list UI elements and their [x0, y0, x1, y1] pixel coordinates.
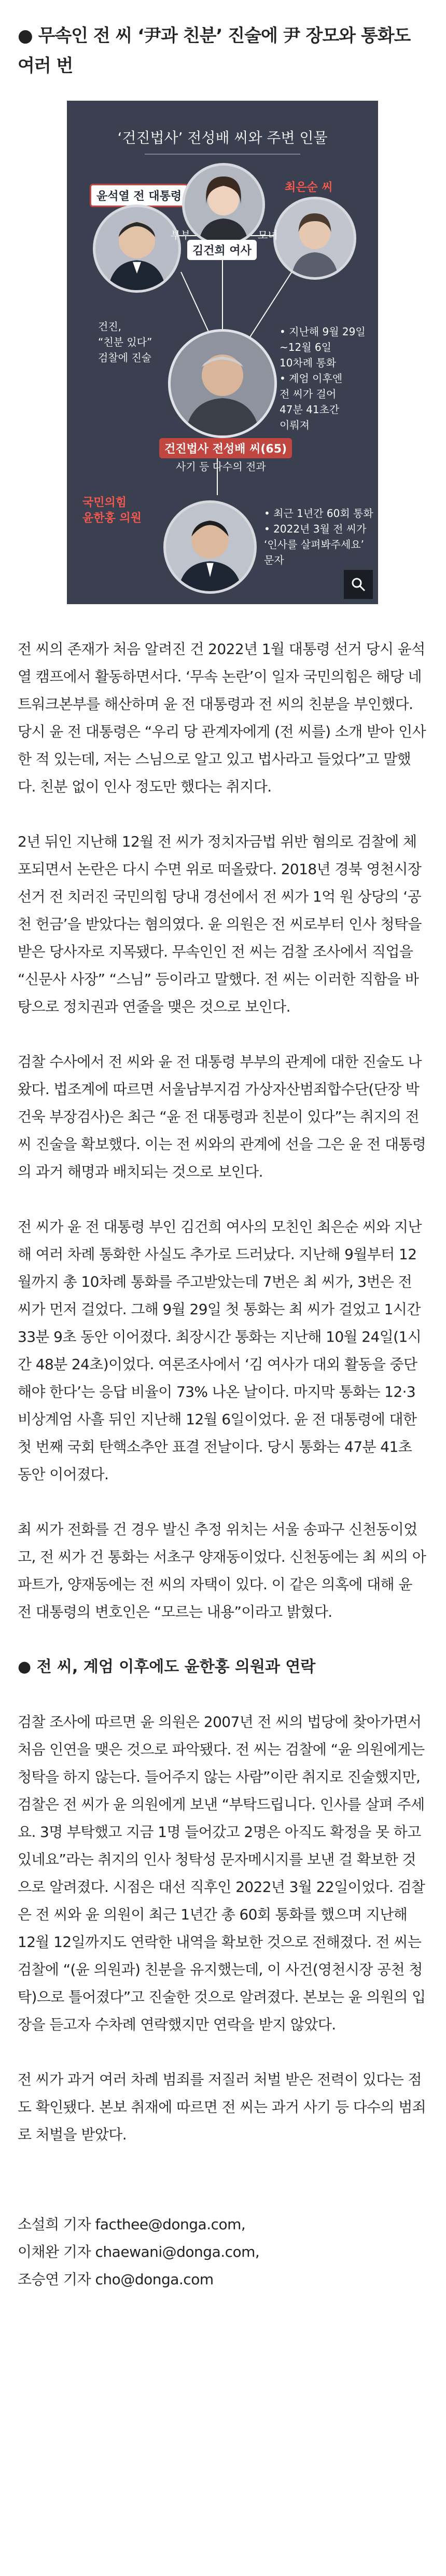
note-right-line: • 지난해 9월 29일	[280, 325, 366, 338]
note-bottom	[264, 506, 373, 568]
note-right-line: 이뤄져	[280, 419, 310, 431]
infographic[interactable]	[67, 101, 378, 604]
note-bottom-line: • 2022년 3월 전 씨가	[264, 523, 367, 535]
jeon-label: 건진법사 전성배 씨(65)	[159, 438, 292, 458]
article-paragraph: 검찰 수사에서 전 씨와 윤 전 대통령 부부의 관계에 대한 진술도 나왔다. 법조계에 따르면 서울남부지검 가상자산범죄합수단(단장 박건욱 부장검사)은 최근 “윤 전 대통령과 친분이 있다”는 취지의 전 씨 진술을 확보했다. 이는 전 씨와의 관계에 선을 그은 윤 전 대통령의 과거 해명과 배치되는 것으로 보인다.	[18, 1053, 426, 1180]
note-right-line: ~12월 6일	[280, 341, 331, 353]
title-underline	[145, 154, 300, 155]
note-right-line: 10차례 통화	[280, 357, 337, 369]
note-right-line: 전 씨가 걸어	[280, 388, 337, 400]
byline-line: 조승연 기자 cho@donga.com	[18, 2271, 214, 2288]
rel-couple-label: 부부	[171, 229, 191, 241]
kim-label: 김건희 여사	[187, 240, 257, 260]
byline-line: 이채완 기자 chaewani@donga.com,	[18, 2243, 260, 2260]
yun-label	[82, 495, 142, 526]
article-paragraph: 전 씨가 과거 여러 차례 범죄를 저질러 처벌 받은 전력이 있다는 점도 확인됐다. 본보 취재에 따르면 전 씨는 과거 사기 등 다수의 범죄로 처벌을 받았다.	[18, 2071, 426, 2143]
note-left-line: 건진,	[98, 320, 121, 333]
article-headline: ● 무속인 전 씨 ‘尹과 친분’ 진술에 尹 장모와 통화도 여러 번	[18, 25, 411, 76]
kim-portrait	[182, 163, 265, 246]
yun-label-line: 국민의힘	[82, 496, 127, 509]
article-paragraph: 전 씨가 윤 전 대통령 부인 김건희 여사의 모친인 최은순 씨와 지난해 여러 차례 통화한 사실도 추가로 드러났다. 지난해 9월부터 12월까지 총 10차례 통화를 주고받았는데 7번은 최 씨가, 3번은 전 씨가 먼저 걸었다. 그해 9월 29일 첫 통화는 최 씨가 걸었고 1시간 33분 9초 동안 이어졌다. 최장시간 통화는 지난해 10월 24일(1시간 48분 24초)이었다. 여론조사에서 ‘김 여사가 대외 활동을 중단해야 한다’는 응답 비율이 73% 나온 날이다. 마지막 통화는 12·3 비상계엄 사흘 뒤인 지난해 12월 6일이었다. 윤 전 대통령에 대한 첫 번째 국회 탄핵소추안 표결 전날이다. 당시 통화는 47분 41초 동안 이어졌다.	[18, 1218, 422, 1483]
article-paragraph: 검찰 조사에 따르면 윤 의원은 2007년 전 씨의 법당에 찾아가면서 처음 인연을 맺은 것으로 파악됐다. 전 씨는 검찰에 “윤 의원에게는 청탁을 하지 않는다. 들어주지 않는 사람”이란 취지로 진술했지만, 검찰은 전 씨가 윤 의원에게 보낸 “부탁드립니다. 인사를 살펴 주세요. 3명 부탁했고 지금 1명 들어갔고 2명은 아직도 확정을 못 하고 있네요”라는 취지의 인사 청탁성 문자메시지를 보낸 걸 확보한 것으로 알려졌다. 시점은 대선 직후인 2022년 3월 22일이었다. 검찰은 전 씨와 윤 의원이 최근 1년간 총 60회 통화를 했으며 지난해 12월 12일까지도 연락한 내역을 확보한 것으로 전해졌다. 전 씨는 검찰에 “(윤 의원과) 친분을 유지했는데, 이 사건(영천시장 공천 청탁)으로 틀어졌다”고 진술한 것으로 알려졌다. 본보는 윤 의원의 입장을 듣고자 수차례 연락했지만 연락을 받지 않았다.	[18, 1713, 426, 2033]
section-subhead: ● 전 씨, 계엄 이후에도 윤한홍 의원과 연락	[18, 1658, 316, 1676]
magnifier-icon[interactable]	[344, 570, 373, 599]
infographic-title: ‘건진법사’ 전성배 씨와 주변 인물	[117, 129, 328, 146]
note-right-line: 47분 41초간	[280, 403, 340, 416]
note-bottom-line: ‘인사를 살펴봐주세요’	[264, 538, 364, 551]
note-bottom-line: • 최근 1년간 60회 통화	[264, 507, 373, 520]
choi-label: 최은순 씨	[285, 181, 333, 194]
yun-label-line: 윤한홍 의원	[82, 512, 142, 525]
jeon-sub: 사기 등 다수의 전과	[176, 460, 266, 473]
article-paragraph: 최 씨가 전화를 건 경우 발신 추정 위치는 서울 송파구 신천동이었고, 전 씨가 건 통화는 서초구 양재동이었다. 신천동에는 최 씨의 아파트가, 양재동에는 전 씨의 자택이 있다. 이 같은 의혹에 대해 윤 전 대통령의 변호인은 “모르는 내용”이라고 밝혔다.	[18, 1521, 426, 1620]
note-right-line: • 계엄 이후엔	[280, 372, 343, 385]
choi-portrait	[273, 197, 356, 280]
note-left-line: “친분 있다”	[98, 336, 152, 348]
article-paragraph: 2년 뒤인 지난해 12월 전 씨가 정치자금법 위반 혐의로 검찰에 체포되면서 논란은 다시 수면 위로 떠올랐다. 2018년 경북 영천시장 선거 전 치러진 국민의힘 당내 경선에서 전 씨가 1억 원 상당의 ‘공천 헌금’을 받았다는 혐의였다. 윤 의원은 전 씨로부터 인사 청탁을 받은 당사자로 지목됐다. 무속인인 전 씨는 검찰 조사에서 직업을 “신문사 사장” “스님” 등이라고 말했다. 전 씨는 이러한 직함을 바탕으로 정치권과 연줄을 맺은 것으로 보인다.	[18, 833, 422, 1015]
note-right	[280, 324, 366, 433]
byline	[18, 2211, 428, 2293]
article-paragraph: 전 씨의 존재가 처음 알려진 건 2022년 1월 대통령 선거 당시 윤석열 캠프에서 활동하면서다. ‘무속 논란’이 일자 국민의힘은 해당 네트워크본부를 해산하며 윤 전 대통령과 전 씨의 친분을 부인했다. 당시 윤 전 대통령은 “우리 당 관계자에게 (전 씨를) 소개 받아 인사한 적 있는데, 저는 스님으로 알고 있고 법사라고 들었다”고 말했다. 친분 없이 인사 정도만 했다는 취지다.	[18, 640, 426, 795]
yoon-label: 윤석열 전 대통령	[90, 184, 188, 207]
note-left-line: 검찰에 진술	[98, 351, 151, 364]
byline-line: 소설희 기자 facthee@donga.com,	[18, 2216, 246, 2233]
yoon-portrait	[93, 205, 181, 293]
yun-portrait	[163, 500, 257, 594]
note-bottom-line: 문자	[264, 554, 284, 566]
rel-mother-label: 모녀	[258, 229, 278, 241]
jeon-portrait	[168, 329, 277, 438]
note-left	[98, 319, 152, 365]
